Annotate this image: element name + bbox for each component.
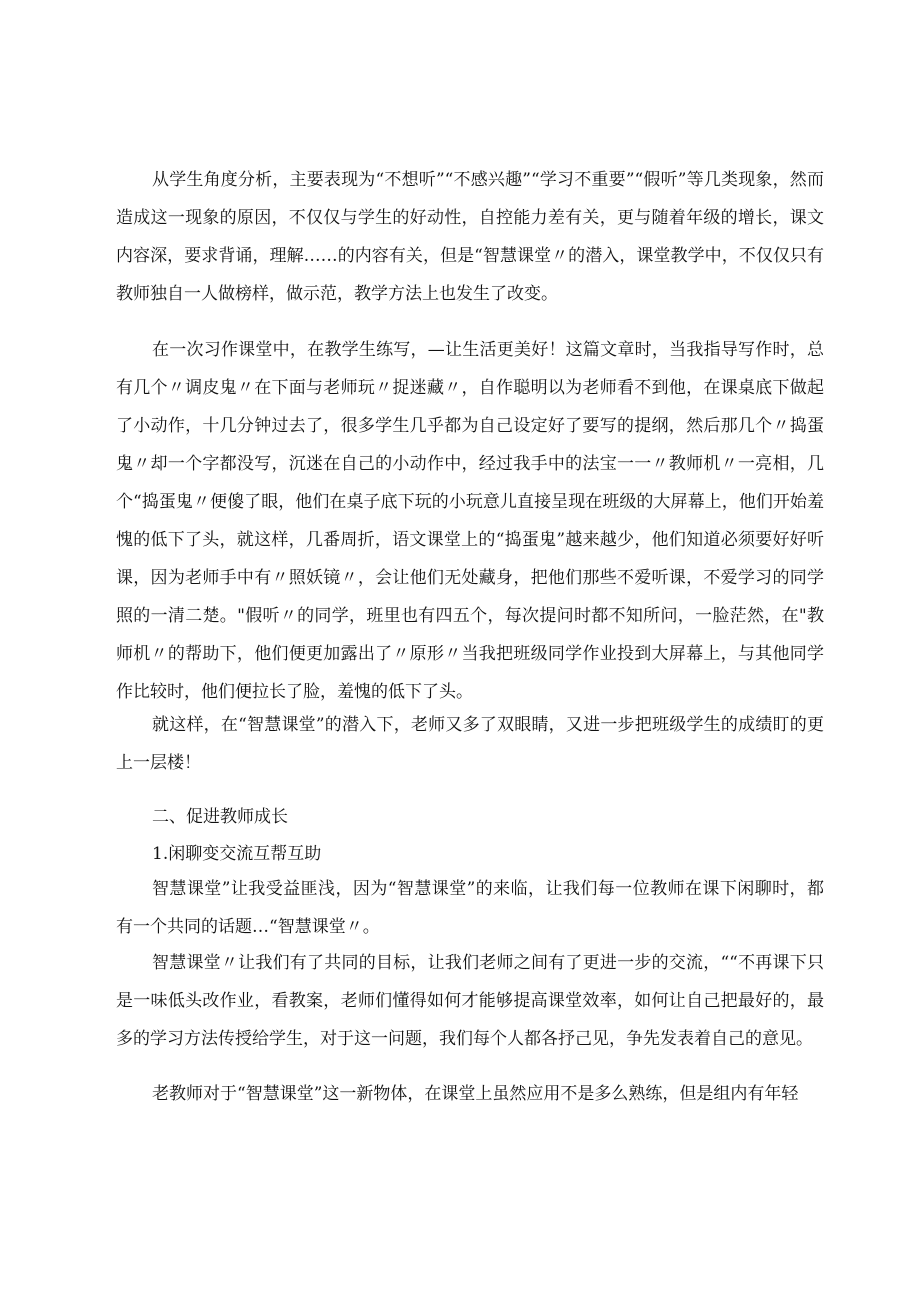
paragraph-chat-topic: 智慧课堂”让我受益匪浅，因为“智慧课堂”的来临，让我们每一位教师在课下闲聊时，都有一个共同的话题…“智慧课堂〃。 bbox=[116, 879, 824, 937]
paragraph-conclusion: 就这样，在“智慧课堂”的潜入下，老师又多了双眼睛，又进一步把班级学生的成绩盯的更上一层楼！ bbox=[116, 715, 824, 773]
paragraph-student-analysis: 从学生角度分析，主要表现为“不想听”“不感兴趣”“学习不重要”“假听”等几类现象，然而造成这一现象的原因，不仅仅与学生的好动性，自控能力差有关，更与随着年级的增长，课文内容深，要求背诵，理解……的内容有关，但是“智慧课堂〃的潜入，课堂教学中，不仅仅只有教师独自一人做榜样，做示范，教学方法上也发生了改变。 bbox=[116, 170, 824, 304]
section-heading: 二、促进教师成长 bbox=[152, 807, 288, 827]
paragraph-common-goal: 智慧课堂〃让我们有了共同的目标，让我们老师之间有了更进一步的交流，““不再课下只是一味低头改作业，看教案，老师们懂得如何才能够提高课堂效率，如何让自己把最好的，最多的学习方法传授给学生，对于这一问题，我们每个人都各抒己见，争先发表着自己的意见。 bbox=[116, 953, 824, 1049]
subsection-heading: 1.闲聊变交流互帮互助 bbox=[152, 844, 322, 864]
paragraph-senior-teachers: 老教师对于“智慧课堂”这一新物体，在课堂上虽然应用不是多么熟练，但是组内有年轻 bbox=[152, 1084, 799, 1104]
paragraph-writing-class: 在一次习作课堂中，在教学生练写，—让生活更美好！这篇文章时，当我指导写作时，总有几个〃调皮鬼〃在下面与老师玩〃捉迷藏〃，自作聪明以为老师看不到他，在课桌底下做起了小动作，十几分钟过去了，很多学生几乎都为自己设定好了要写的提纲，然后那几个〃捣蛋鬼〃却一个字都没写，沉迷在自己的小动作中，经过我手中的法宝一一〃教师机〃一亮相，几个“捣蛋鬼〃便傻了眼，他们在桌子底下玩的小玩意儿直接呈现在班级的大屏幕上，他们开始羞愧的低下了头，就这样，几番周折，语文课堂上的“捣蛋鬼”越来越少，他们知道必须要好好听课，因为老师手中有〃照妖镜〃，会让他们无处藏身，把他们那些不爱听课，不爱学习的同学照的一清二楚。"假听〃的同学，班里也有四五个，每次提问时都不知所问，一脸茫然，在"教师机〃的帮助下，他们便更加露出了〃原形〃当我把班级同学作业投到大屏幕上，与其他同学作比较时，他们便拉长了脸，羞愧的低下了头。 bbox=[116, 340, 824, 702]
